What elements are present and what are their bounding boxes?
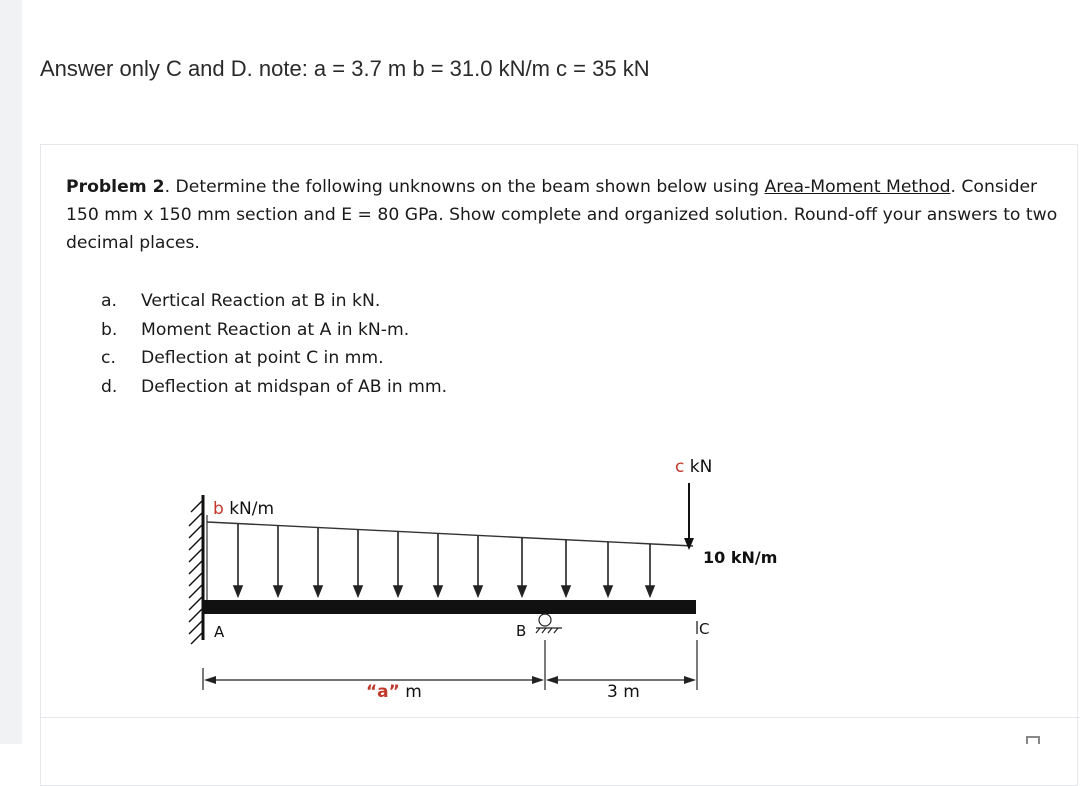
problem-label: Problem 2	[66, 177, 165, 197]
dim-a-quote: “a”	[366, 682, 400, 702]
task-label: a.	[101, 291, 117, 311]
right-load-label: 10 kN/m	[703, 548, 778, 567]
task-label: b.	[101, 319, 118, 340]
problem-text-2: . Consider 150 mm x 150 mm section and E = 80 GPa. Show complete and organized solution. Round-off your answers to two decimal places.	[66, 177, 1058, 253]
corner-icon	[1026, 736, 1040, 744]
task-text: Deflection at point C in mm.	[141, 348, 384, 368]
left-load-unit: kN/m	[223, 499, 275, 519]
point-b-label: B	[516, 622, 527, 640]
distributed-load-arrows	[234, 524, 654, 596]
task-text: Moment Reaction at A in kN-m.	[141, 319, 410, 340]
point-load-var: c	[675, 457, 685, 477]
wall-hatching	[189, 500, 203, 644]
dim-bc-label: 3 m	[607, 682, 640, 702]
point-load-arrowhead	[684, 538, 694, 550]
task-text: Deflection at midspan of AB in mm.	[141, 376, 448, 397]
point-load-label	[675, 457, 712, 477]
support-b	[536, 614, 562, 633]
question-text: Answer only C and D. note: a = 3.7 m b = 31.0 kN/m c = 35 kN	[40, 56, 650, 81]
point-c-label: C	[699, 620, 710, 638]
dim-a-unit: m	[399, 682, 422, 702]
task-text: Vertical Reaction at B in kN.	[141, 291, 381, 311]
left-load-label	[213, 499, 274, 519]
problem-text-1: . Determine the following unknowns on the beam shown below using	[164, 177, 765, 197]
point-a-label: A	[214, 623, 225, 641]
dim-a-label	[366, 682, 422, 702]
point-load-unit: kN	[684, 457, 713, 477]
method-link: Area-Moment Method	[764, 177, 951, 197]
task-label: d.	[101, 376, 118, 397]
task-label: c.	[101, 348, 116, 368]
beam	[204, 600, 696, 614]
left-load-var: b	[213, 499, 224, 519]
load-top-line	[207, 522, 693, 546]
